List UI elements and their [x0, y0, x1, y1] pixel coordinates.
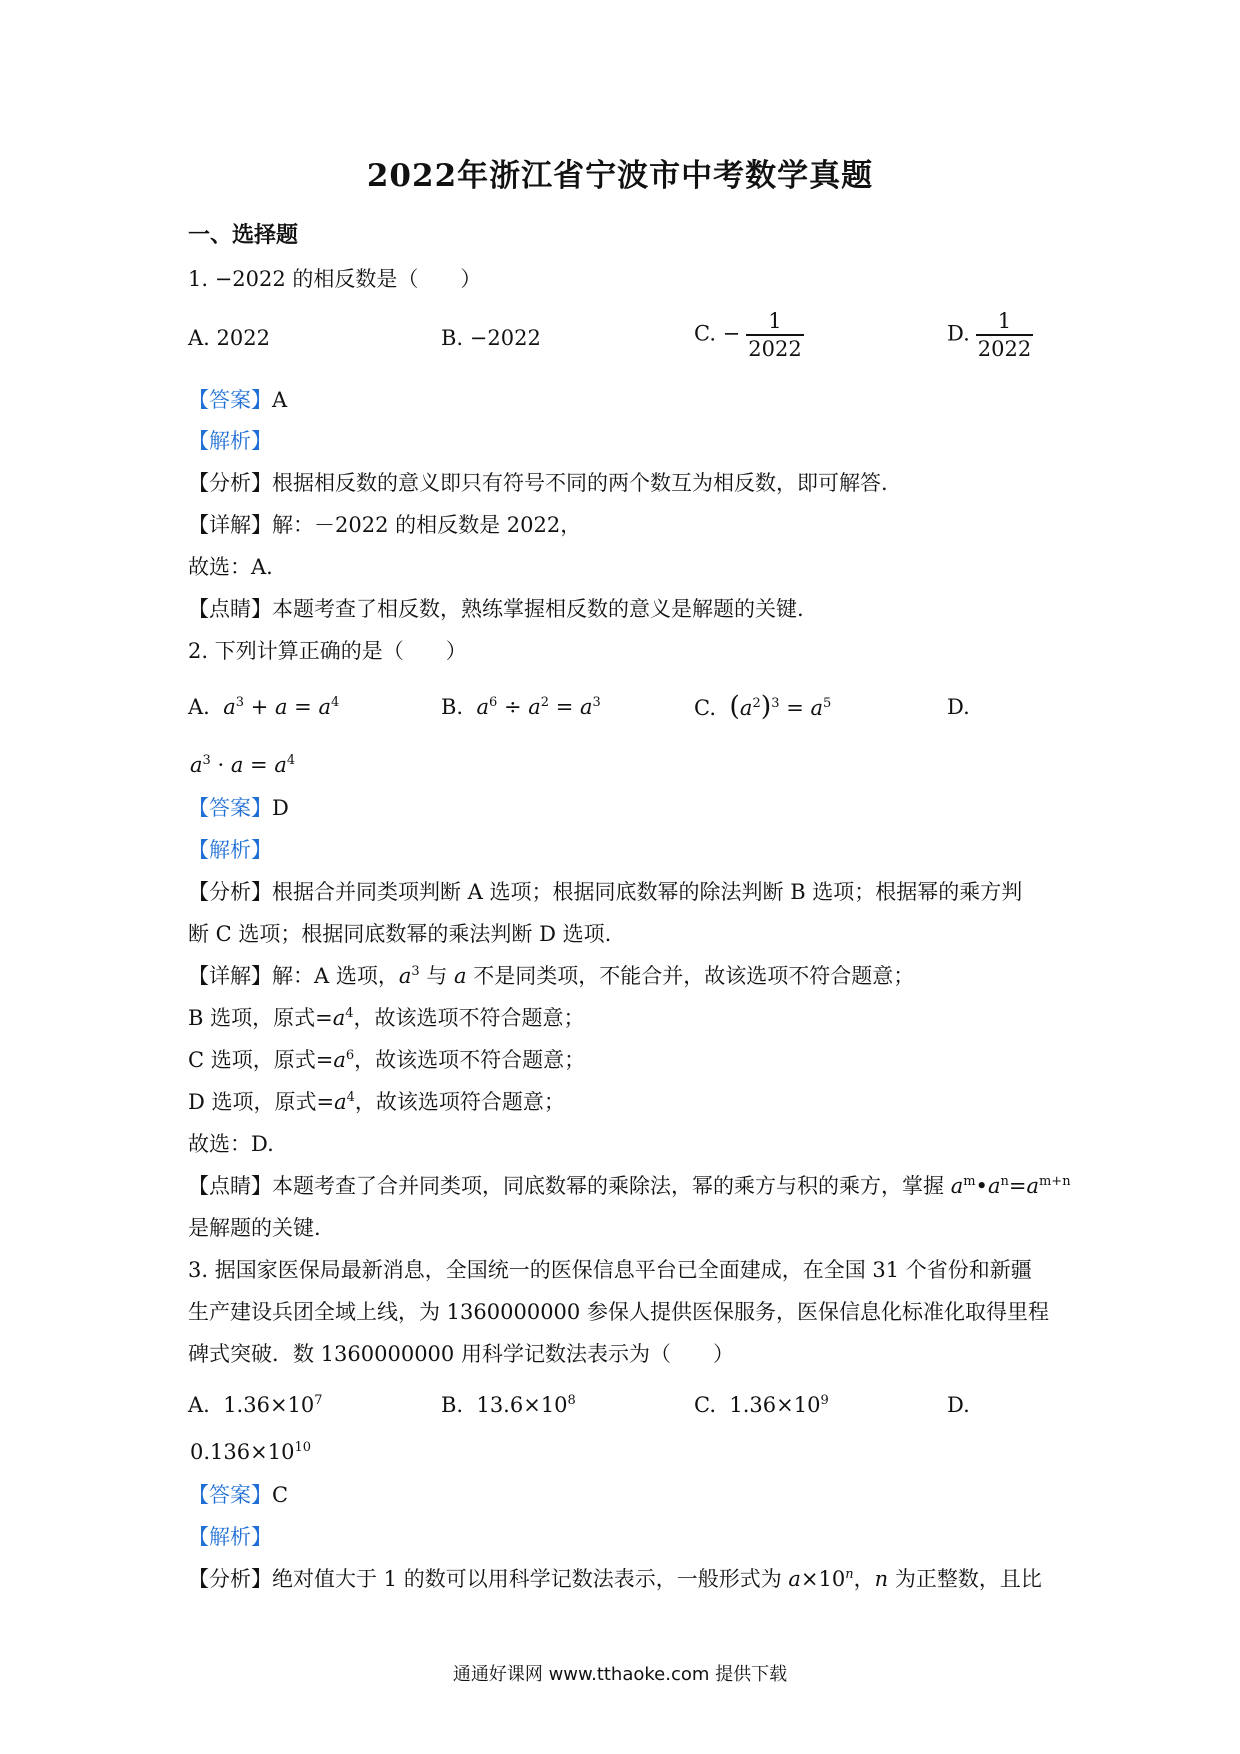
- detail-text: 不是同类项，不能合并，故该选项不符合题意；: [466, 964, 915, 988]
- q2-detail-line-4: D 选项，原式$=a^4$，故该选项符合题意；: [188, 1090, 565, 1114]
- detail-text: 与: [419, 964, 455, 988]
- q3-option-a: A. $1.36\times 10^7$: [188, 1393, 323, 1417]
- answer-tag: 【答案】: [188, 796, 272, 820]
- page-footer: 通通好课网 www.tthaoke.com 提供下载: [452, 1664, 788, 1685]
- q2-comment-line-1: 【点睛】本题考查了合并同类项，同底数幂的乘除法，幂的乘方与积的乘方，掌握 $a^m•a^n=a^{m+n}$: [188, 1174, 1071, 1198]
- analysis-tag: 【分析】: [188, 471, 272, 495]
- jiexi-tag: 【解析】: [188, 1525, 272, 1549]
- answer-tag: 【答案】: [188, 388, 272, 412]
- q1-answer: [188, 385, 287, 415]
- jiexi-tag: 【解析】: [188, 838, 272, 862]
- q3-option-c-label: C.: [694, 1393, 716, 1417]
- q1-option-c-label: C. −: [694, 321, 741, 346]
- q3-option-d-label: D.: [947, 1393, 970, 1417]
- q3-stem-line-3: 碑式突破．数 1360000000 用科学记数法表示为（ ）: [188, 1342, 734, 1366]
- q3-option-c: C. $1.36\times 10^9$: [694, 1393, 829, 1417]
- q2-comment-line-2: 是解题的关键.: [188, 1216, 321, 1240]
- q3-option-b: B. $13.6\times 10^8$: [441, 1393, 576, 1417]
- q1-jiexi: [188, 426, 272, 456]
- q2-option-a-formula: $a^3 + a = a^4$: [223, 695, 340, 719]
- q1-comment: [188, 594, 804, 624]
- q2-choose: 故选：D.: [188, 1132, 274, 1156]
- q3-option-b-label: B.: [441, 1393, 464, 1417]
- q3-answer: [188, 1480, 288, 1510]
- answer-value: C: [272, 1483, 289, 1507]
- q2-analysis-line-1: [188, 877, 1022, 907]
- answer-value: D: [272, 796, 289, 820]
- q1-option-c: [694, 308, 804, 362]
- comment-text: 本题考查了合并同类项，同底数幂的乘除法，幂的乘方与积的乘方，掌握: [272, 1174, 951, 1198]
- section-heading: 一、选择题: [188, 222, 299, 248]
- q1-stem: 1. −2022 的相反数是（ ）: [188, 267, 482, 291]
- q3-stem-line-1: 3. 据国家医保局最新消息，全国统一的医保信息平台已全面建成，在全国 31 个省份和新疆: [188, 1258, 1032, 1282]
- analysis-text: 根据相反数的意义即只有符号不同的两个数互为相反数，即可解答.: [272, 471, 888, 495]
- q2-option-a: [188, 692, 339, 722]
- q1-option-c-numerator: 1: [768, 309, 782, 333]
- analysis-tag: 【分析】: [188, 880, 272, 904]
- detail-text: ，故该选项不符合题意；: [354, 1048, 586, 1072]
- answer-tag: 【答案】: [188, 1483, 272, 1507]
- q2-jiexi: [188, 835, 272, 865]
- comment-tag: 【点睛】: [188, 1174, 272, 1198]
- detail-text: ，故该选项符合题意；: [354, 1090, 565, 1114]
- page-title: 2022年浙江省宁波市中考数学真题: [366, 158, 874, 194]
- q2-option-a-label: A.: [188, 695, 210, 719]
- q2-option-c: [694, 692, 831, 723]
- q1-option-b: B. −2022: [441, 326, 541, 350]
- analysis-text: 为正整数，且比: [888, 1567, 1042, 1591]
- q1-option-d: [947, 308, 1033, 362]
- jiexi-tag: 【解析】: [188, 429, 272, 453]
- detail-text: C 选项，原式=: [188, 1048, 334, 1072]
- detail-text: ，故该选项不符合题意；: [353, 1006, 585, 1030]
- q2-option-c-formula: $(a^2)^3 = a^5$: [729, 691, 832, 722]
- q1-option-d-fraction: [976, 308, 1033, 362]
- q1-option-a: A. 2022: [188, 326, 270, 350]
- q1-option-d-numerator: 1: [997, 309, 1012, 333]
- q2-option-b-formula: $a^6 \div a^2 = a^3$: [476, 695, 601, 719]
- q2-option-b-label: B.: [441, 695, 464, 719]
- q3-stem-line-2: 生产建设兵团全域上线，为 1360000000 参保人提供医保服务，医保信息化标准化取得里程: [188, 1300, 1049, 1324]
- q1-option-c-fraction: [746, 308, 803, 362]
- q2-option-d-formula: $a^3 \cdot a = a^4$: [190, 753, 296, 777]
- q2-option-c-label: C.: [694, 696, 716, 720]
- q2-analysis-line-2: 断 C 选项；根据同底数幂的乘法判断 D 选项.: [188, 922, 612, 946]
- q1-choose: 故选：A.: [188, 555, 273, 579]
- q1-option-d-label: D.: [947, 321, 970, 346]
- analysis-tag: 【分析】: [188, 1567, 272, 1591]
- q2-detail-line-1: 【详解】解：A 选项，$a^3$ 与 a 不是同类项，不能合并，故该选项不符合题意；: [188, 964, 915, 988]
- detail-tag: 【详解】: [188, 964, 272, 988]
- q2-stem: 2. 下列计算正确的是（ ）: [188, 639, 467, 663]
- q2-answer: [188, 793, 289, 823]
- analysis-text: 根据合并同类项判断 A 选项；根据同底数幂的除法判断 B 选项；根据幂的乘方判: [272, 880, 1023, 904]
- q3-analysis-line-1: 【分析】绝对值大于 1 的数可以用科学记数法表示，一般形式为 $a\times 10^n$，n 为正整数，且比: [188, 1567, 1042, 1591]
- detail-text: D 选项，原式=: [188, 1090, 335, 1114]
- q3-jiexi: [188, 1522, 272, 1552]
- comment-tag: 【点睛】: [188, 597, 272, 621]
- answer-value: A: [272, 388, 288, 412]
- q2-detail-line-3: C 选项，原式$=a^6$，故该选项不符合题意；: [188, 1048, 586, 1072]
- q3-option-a-label: A.: [188, 1393, 210, 1417]
- q2-detail-line-2: B 选项，原式$=a^4$，故该选项不符合题意；: [188, 1006, 585, 1030]
- detail-tag: 【详解】: [188, 513, 272, 537]
- analysis-text: ，: [853, 1567, 875, 1591]
- analysis-text: 绝对值大于 1 的数可以用科学记数法表示，一般形式为: [272, 1567, 789, 1591]
- detail-text: B 选项，原式=: [188, 1006, 333, 1030]
- q2-option-d-label: D.: [947, 695, 970, 719]
- q1-detail: [188, 510, 581, 540]
- q1-analysis: [188, 468, 888, 498]
- q1-option-c-denominator: 2022: [746, 334, 803, 362]
- q1-option-d-denominator: 2022: [976, 334, 1033, 362]
- detail-text: 解：A 选项，: [272, 964, 399, 988]
- q2-option-b: [441, 692, 601, 722]
- q3-option-d-formula: $0.136\times 10^{10}$: [190, 1440, 311, 1464]
- detail-text: 解：－2022 的相反数是 2022，: [272, 513, 582, 537]
- comment-text: 本题考查了相反数，熟练掌握相反数的意义是解题的关键.: [272, 597, 804, 621]
